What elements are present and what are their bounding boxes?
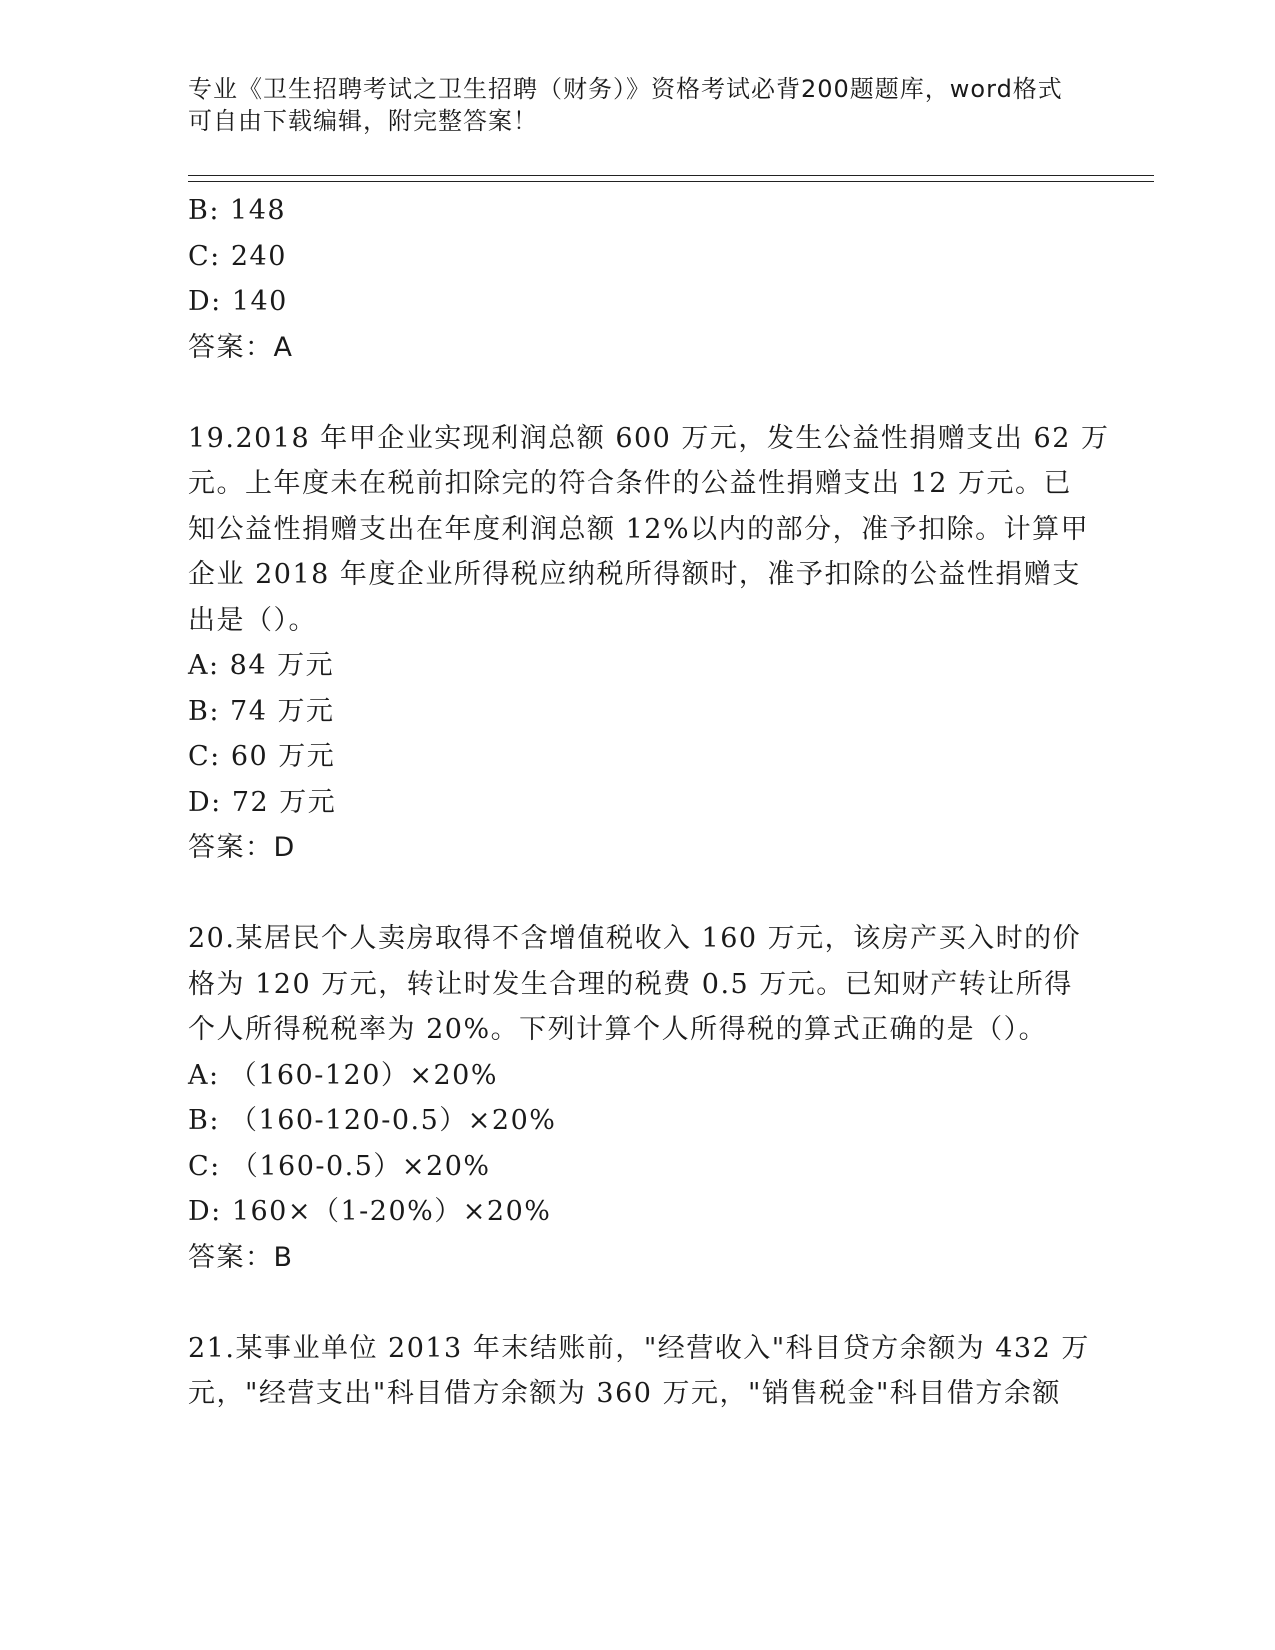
spacer: [188, 871, 1088, 917]
page-header: [188, 73, 1088, 137]
question-text-line: 知公益性捐赠支出在年度利润总额 12%以内的部分，准予扣除。计算甲: [188, 513, 1090, 545]
spacer: [188, 1280, 1088, 1326]
question-text-line: 19.2018 年甲企业实现利润总额 600 万元，发生公益性捐赠支出 62 万: [188, 422, 1110, 454]
option-d: D: 140: [188, 286, 288, 317]
option-a: A: （160-120）×20%: [188, 1059, 499, 1091]
header-divider-top: [188, 175, 1154, 176]
answer-line: 答案：B: [188, 1241, 294, 1273]
question-19: [188, 416, 1110, 871]
question-text-line: 格为 120 万元，转让时发生合理的税费 0.5 万元。已知财产转让所得: [188, 968, 1073, 1000]
option-d: D: 160×（1-20%）×20%: [188, 1196, 552, 1227]
question-text-line: 个人所得税税率为 20%。下列计算个人所得税的算式正确的是（）。: [188, 1014, 1048, 1045]
question-text-line: 企业 2018 年度企业所得税应纳税所得额时，准予扣除的公益性捐赠支: [188, 559, 1081, 590]
option-c: C: （160-0.5）×20%: [188, 1150, 491, 1182]
option-c: C: 60 万元: [188, 741, 336, 772]
header-title-line-2: 可自由下载编辑，附完整答案！: [188, 107, 538, 135]
document-body: [188, 188, 1110, 1417]
option-b: B: 148: [188, 195, 287, 226]
question-text-line: 20.某居民个人卖房取得不含增值税收入 160 万元，该房产买入时的价: [188, 923, 1082, 954]
header-divider-bottom: [188, 181, 1154, 182]
question-18: [188, 188, 1088, 370]
option-b: B: 74 万元: [188, 695, 335, 727]
question-text-line: 出是（）。: [188, 604, 317, 636]
option-d: D: 72 万元: [188, 786, 337, 818]
header-title-line-1: 专业《卫生招聘考试之卫生招聘（财务）》资格考试必背200题题库，word格式: [188, 75, 1063, 103]
question-text-line: 21.某事业单位 2013 年末结账前，"经营收入"科目贷方余额为 432 万: [188, 1332, 1090, 1364]
option-a: A: 84 万元: [188, 650, 335, 681]
option-c: C: 240: [188, 240, 287, 272]
answer-line: 答案：A: [188, 331, 294, 363]
spacer: [188, 370, 1088, 416]
option-b: B: （160-120-0.5）×20%: [188, 1105, 557, 1136]
answer-line: 答案：D: [188, 832, 296, 863]
question-20: [188, 916, 1088, 1280]
question-text-line: 元。上年度未在税前扣除完的符合条件的公益性捐赠支出 12 万元。已: [188, 468, 1073, 499]
question-text-line: 元，"经营支出"科目借方余额为 360 万元，"销售税金"科目借方余额: [188, 1378, 1061, 1409]
question-21: [188, 1326, 1088, 1417]
